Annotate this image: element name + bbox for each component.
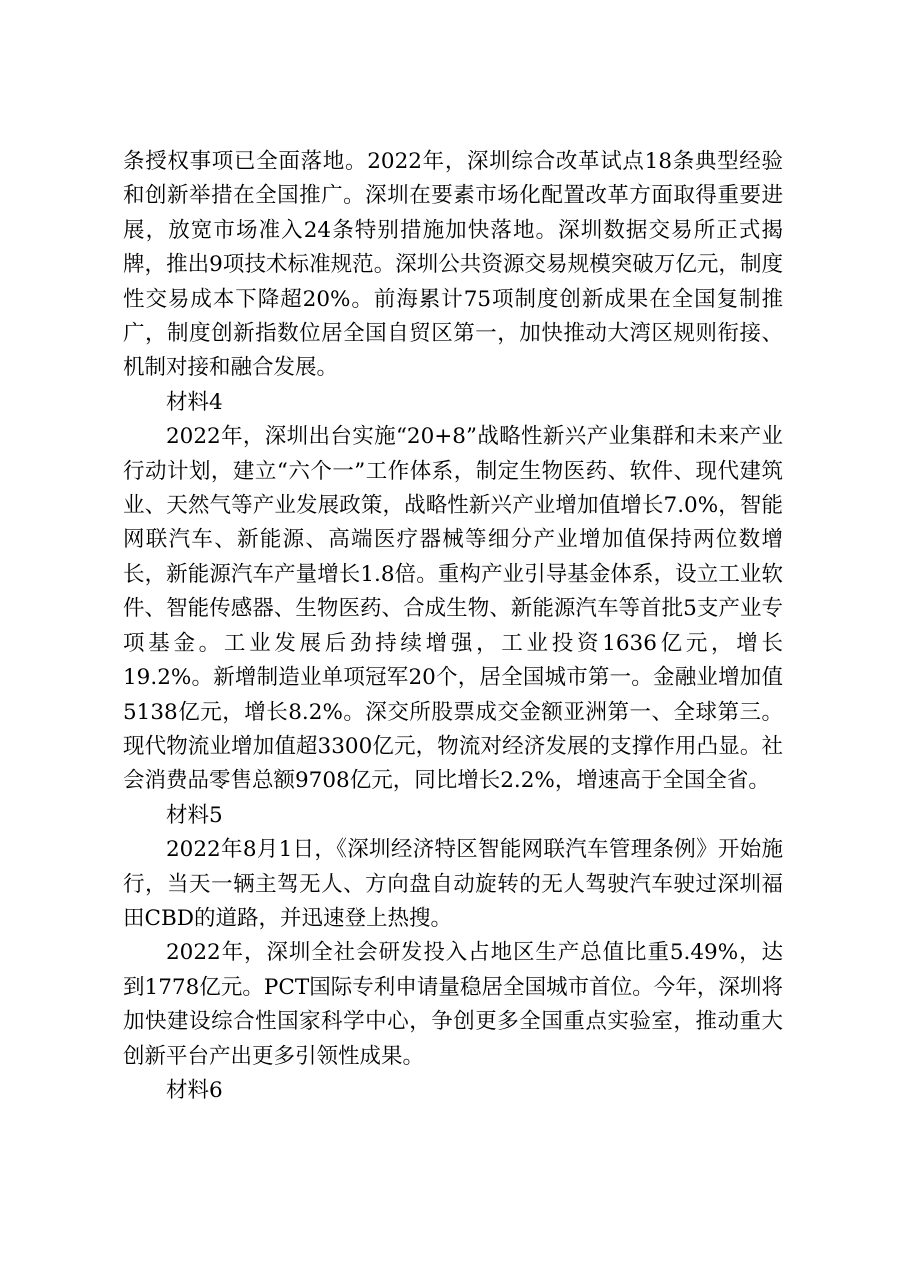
- document-page: [123, 145, 783, 1108]
- paragraph-research: 2022年，深圳全社会研发投入占地区生产总值比重5.49%，达到1778亿元。PCT国际专利申请量稳居全国城市首位。今年，深圳将加快建设综合性国家科学中心，争创更多全国重点实验室，推动重大创新平台产出更多引领性成果。: [123, 940, 783, 1069]
- paragraph-smart-vehicle: 2022年8月1日，《深圳经济特区智能网联汽车管理条例》开始施行，当天一辆主驾无人、方向盘自动旋转的无人驾驶汽车驶过深圳福田CBD的道路，并迅速登上热搜。: [123, 837, 783, 931]
- paragraph-reform-continued: 条授权事项已全面落地。2022年，深圳综合改革试点18条典型经验和创新举措在全国推广。深圳在要素市场化配置改革方面取得重要进展，放宽市场准入24条特别措施加快落地。深圳数据交易所正式揭牌，推出9项技术标准规范。深圳公共资源交易规模突破万亿元，制度性交易成本下降超20%。前海累计75项制度创新成果在全国复制推广，制度创新指数位居全国自贸区第一，加快推动大湾区规则衔接、机制对接和融合发展。: [123, 149, 783, 381]
- material-5-heading: 材料5: [166, 802, 223, 828]
- material-6-heading: 材料6: [166, 1077, 223, 1103]
- material-4-heading: 材料4: [166, 389, 223, 415]
- paragraph-industry: 2022年，深圳出台实施“20+8”战略性新兴产业集群和未来产业行动计划，建立“六个一”工作体系，制定生物医药、软件、现代建筑业、天然气等产业发展政策，战略性新兴产业增加值增长7.0%，智能网联汽车、新能源、高端医疗器械等细分产业增加值保持两位数增长，新能源汽车产量增长1.8倍。重构产业引导基金体系，设立工业软件、智能传感器、生物医药、合成生物、新能源汽车等首批5支产业专项基金。工业发展后劲持续增强，工业投资1636亿元，增长19.2%。新增制造业单项冠军20个，居全国城市第一。金融业增加值5138亿元，增长8.2%。深交所股票成交金额亚洲第一、全球第三。现代物流业增加值超3300亿元，物流对经济发展的支撑作用凸显。社会消费品零售总额9708亿元，同比增长2.2%，增速高于全国全省。: [123, 424, 783, 794]
